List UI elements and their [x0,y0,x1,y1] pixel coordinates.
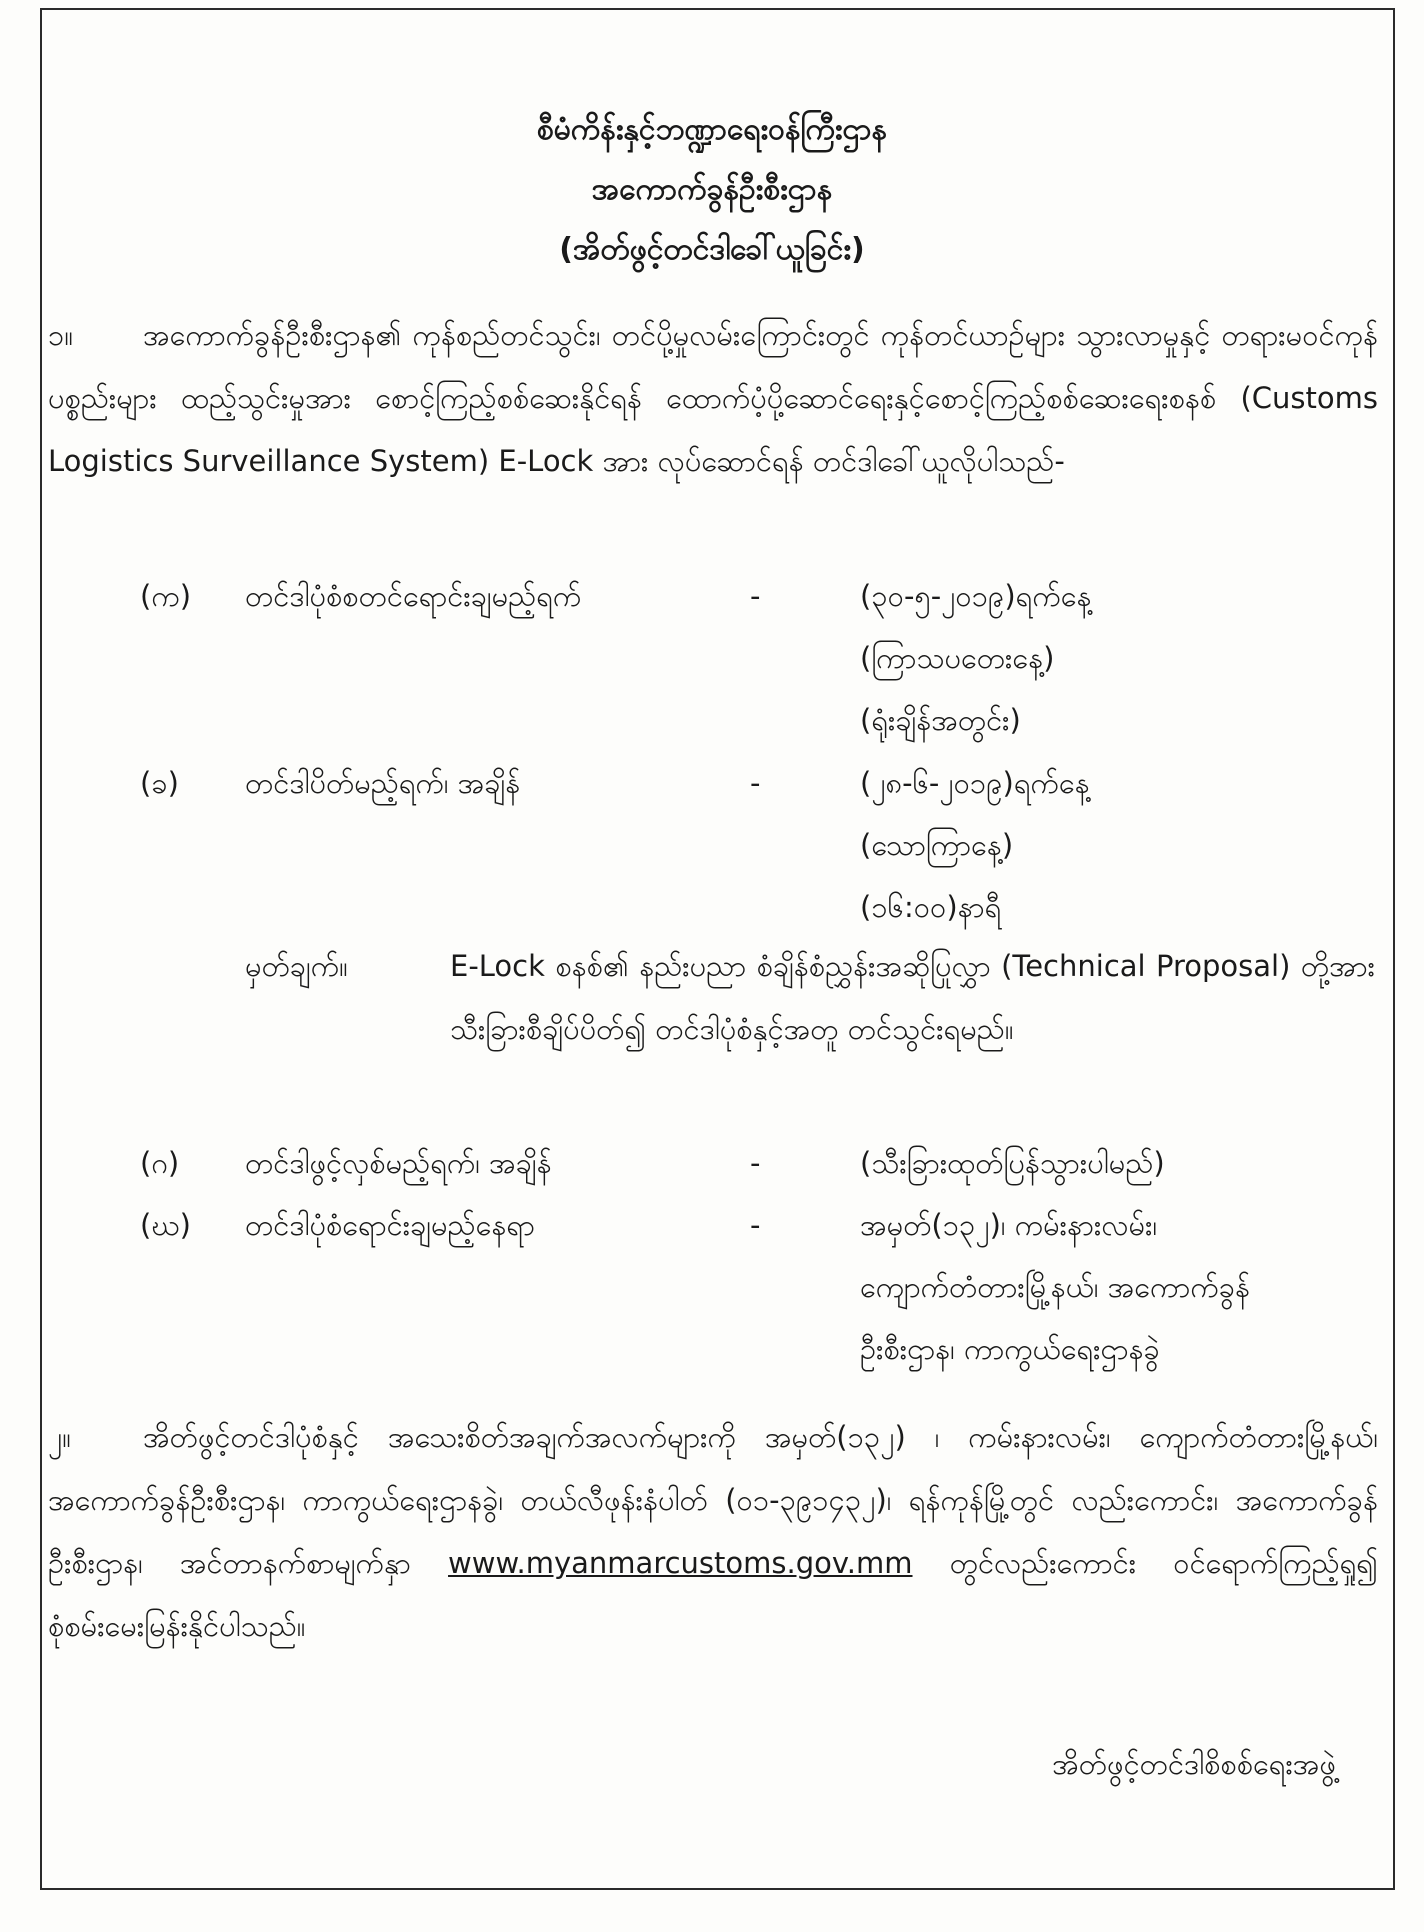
item-value: (သောကြာနေ့) [860,828,1014,862]
item-dash: - [750,1146,761,1180]
item-dash: - [750,766,761,800]
item-title: တင်ဒါပုံစံစတင်ရောင်းချမည့်ရက် [245,579,582,613]
paragraph-1-number: ၁။ [48,318,74,352]
item-value: (ရုံးချိန်အတွင်း) [860,703,1021,737]
item-title: တင်ဒါပိတ်မည့်ရက်၊ အချိန် [245,766,521,800]
item-value: (ကြာသပတေးနေ့) [860,641,1055,675]
list-item [140,752,1380,942]
department-name: အကောက်ခွန်ဦးစီးဌာန [591,172,833,207]
item-value: ဦးစီးဌာန၊ ကာကွယ်ရေးဌာနခွဲ [860,1332,1160,1366]
item-dash: - [750,579,761,613]
notice-header [0,100,1424,280]
paragraph-2-text: အိတ်ဖွင့်တင်ဒါပုံစံနှင့် အသေးစိတ်အချက်အလက်များကို အမှတ်(၁၃၂) ၊ ကမ်းနားလမ်း၊ ကျောက်တံတားမြို့နယ်၊ အကောက်ခွန်ဦးစီးဌာန၊ ကာကွယ်ရေးဌာနခွဲ၊ တယ်လီဖုန်းနံပါတ် (၀၁-၃၉၁၄၃၂)၊ ရန်ကုန်မြို့တွင် လည်းကောင်း၊ အကောက်ခွန်ဦးစီးဌာန၊ အင်တာနက်စာမျက်နှာ [48,1420,1378,1580]
item-label: (က) [140,579,192,613]
notice-title: (အိတ်ဖွင့်တင်ဒါခေါ်ယူခြင်း) [559,232,865,267]
ministry-name: စီမံကိန်းနှင့်ဘဏ္ဍာရေးဝန်ကြီးဌာန [536,112,888,147]
item-dash: - [750,1208,761,1242]
list-item [140,565,1380,755]
customs-website-link[interactable]: www.myanmarcustoms.gov.mm [448,1546,913,1580]
item-value: (၂၈-၆-၂၀၁၉)ရက်နေ့ [860,766,1090,800]
item-value: (သီးခြားထုတ်ပြန်သွားပါမည်) [860,1146,1165,1180]
signature-committee: အိတ်ဖွင့်တင်ဒါစိစစ်ရေးအဖွဲ့ [1052,1747,1336,1781]
item-value: ကျောက်တံတားမြို့နယ်၊ အကောက်ခွန် [860,1270,1251,1304]
item-value: (၃၀-၅-၂၀၁၉)ရက်နေ့ [860,579,1092,613]
item-label: (ဃ) [140,1208,191,1242]
paragraph-2 [48,1406,1378,1658]
paragraph-1-text: အကောက်ခွန်ဦးစီးဌာန၏ ကုန်စည်တင်သွင်း၊ တင်ပို့မှုလမ်းကြောင်းတွင် ကုန်တင်ယာဉ်များ သွားလာမှုနှင့် တရားမဝင်ကုန်ပစ္စည်းများ ထည့်သွင်းမှုအား စောင့်ကြည့်စစ်ဆေးနိုင်ရန် ထောက်ပံ့ပို့ဆောင်ရေးနှင့်စောင့်ကြည့်စစ်ဆေးရေးစနစ် (Customs Logistics Surveillance System) E-Lock အား လုပ်ဆောင်ရန် တင်ဒါခေါ်ယူလိုပါသည်- [48,318,1378,478]
item-value: အမှတ်(၁၃၂)၊ ကမ်းနားလမ်း၊ [860,1208,1158,1242]
paragraph-1 [48,304,1378,493]
paragraph-2-text-end: တွင်လည်းကောင်း ဝင်ရောက်ကြည့်ရှု၍ စုံစမ်းမေးမြန်းနိုင်ပါသည်။ [48,1546,1378,1643]
paragraph-2-number: ၂။ [48,1420,72,1454]
item-title: တင်ဒါဖွင့်လှစ်မည့်ရက်၊ အချိန် [245,1146,552,1180]
note-text: E-Lock စနစ်၏ နည်းပညာ စံချိန်စံညွှန်းအဆိုပြုလွှာ (Technical Proposal) တို့အား သီးခြားစီချိပ်ပိတ်၍ တင်ဒါပုံစံနှင့်အတူ တင်သွင်းရမည်။ [450,949,1375,1046]
list-item [140,1194,1380,1384]
item-value: (၁၆:၀၀)နာရီ [860,890,1002,924]
item-title: တင်ဒါပုံစံရောင်းချမည့်နေရာ [245,1208,535,1242]
note-label: မှတ်ချက်။ [245,949,348,983]
list-item [140,1132,1380,1194]
item-label: (ခ) [140,766,179,800]
item-label: (ဂ) [140,1146,180,1180]
